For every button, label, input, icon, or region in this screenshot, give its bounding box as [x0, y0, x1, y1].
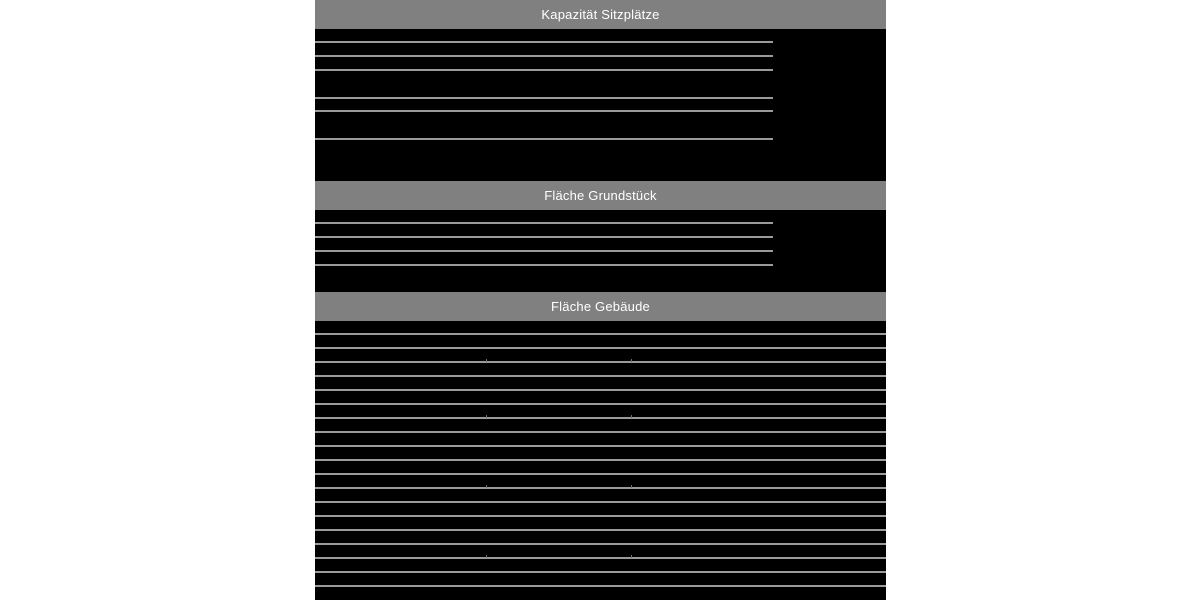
table-row-divider [315, 529, 886, 531]
table-row-divider [315, 55, 773, 57]
section-header-building-area: Fläche Gebäude [315, 292, 886, 321]
table-row-divider [315, 375, 886, 377]
table-row-divider [315, 417, 886, 419]
table-row-divider [315, 347, 886, 349]
table-row-divider [315, 403, 886, 405]
column-separator [486, 555, 487, 558]
table-row-divider [315, 110, 773, 112]
table-row-divider [315, 571, 886, 573]
table-row-divider [315, 543, 886, 545]
column-separator [631, 359, 632, 362]
table-row-divider [315, 69, 773, 71]
column-separator [631, 485, 632, 488]
table-row-divider [315, 361, 886, 363]
table-row-divider [315, 515, 886, 517]
table-row-divider [315, 138, 773, 140]
table-row-divider [315, 487, 886, 489]
table-row-divider [315, 41, 773, 43]
table-row-divider [315, 473, 886, 475]
table-row-divider [315, 445, 886, 447]
table-row-divider [315, 333, 886, 335]
table-row-divider [315, 585, 886, 587]
table-row-divider [315, 389, 886, 391]
table-row-divider [315, 236, 773, 238]
table-row-divider [315, 501, 886, 503]
table-row-divider [315, 557, 886, 559]
table-row-divider [315, 264, 773, 266]
table-row-divider [315, 250, 773, 252]
column-separator [486, 415, 487, 418]
table-row-divider [315, 222, 773, 224]
section-header-plot-area: Fläche Grundstück [315, 181, 886, 210]
column-separator [486, 485, 487, 488]
table-row-divider [315, 97, 773, 99]
section-header-capacity: Kapazität Sitzplätze [315, 0, 886, 29]
table-row-divider [315, 459, 886, 461]
table-row-divider [315, 431, 886, 433]
column-separator [631, 555, 632, 558]
column-separator [631, 415, 632, 418]
column-separator [486, 359, 487, 362]
document-page [315, 0, 886, 600]
